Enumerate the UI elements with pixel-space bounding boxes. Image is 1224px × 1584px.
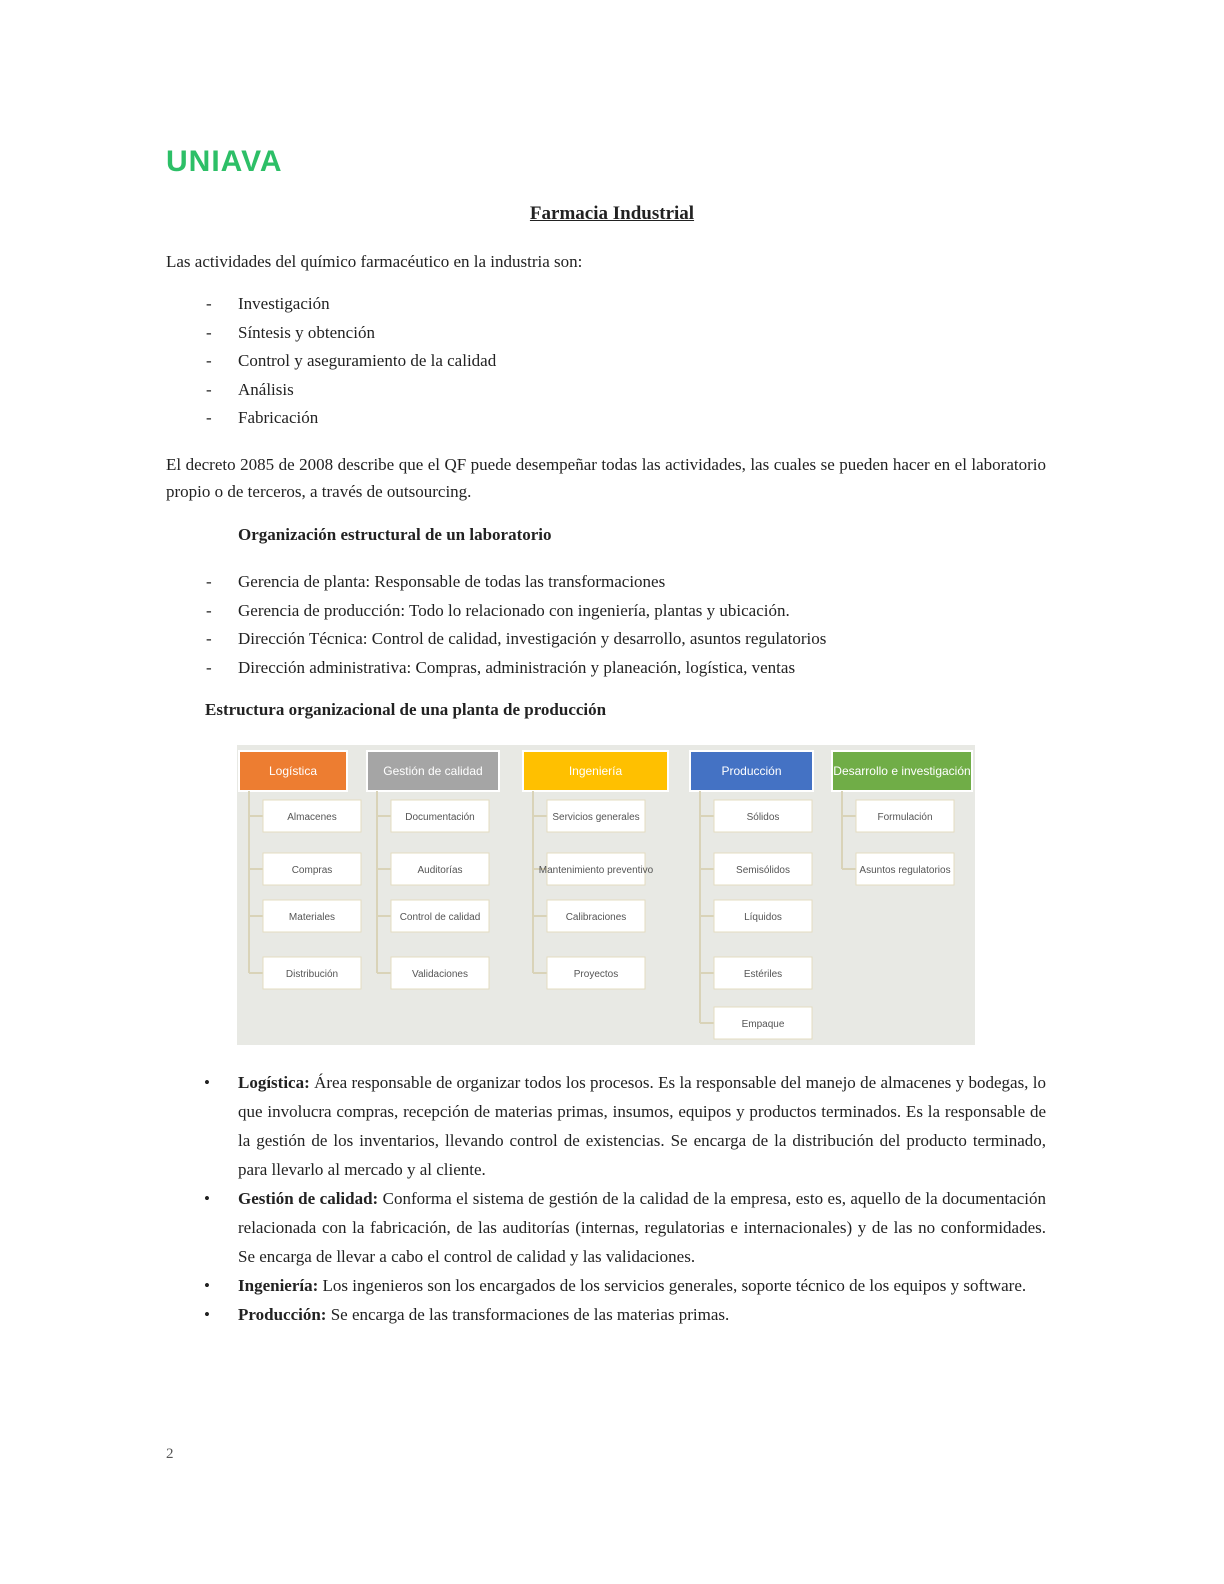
org-item-label: Documentación	[405, 812, 475, 823]
org-item-label: Sólidos	[746, 812, 780, 823]
list-item: - Dirección administrativa: Compras, administración y planeación, logística, ventas	[200, 654, 826, 683]
org-chart-heading: Estructura organizacional de una planta de producción	[205, 700, 607, 719]
org-item-label: Compras	[291, 865, 333, 876]
org-item-label: Formulación	[877, 812, 933, 823]
bullet-text: Se encarga de las transformaciones de las materias primas.	[326, 1305, 730, 1324]
org-item-label: Mantenimiento preventivo	[538, 865, 654, 876]
list-item: - Gerencia de planta: Responsable de todas las transformaciones	[200, 568, 826, 597]
list-item: - Fabricación	[200, 404, 496, 433]
page-title: Farmacia Industrial	[529, 203, 695, 224]
decree-paragraph: El decreto 2085 de 2008 describe que el QF puede desempeñar todas las actividades, las cuales se pueden hacer en el laboratorio propio o de terceros, a través de outsourcing.	[166, 455, 1046, 501]
bullet-text: Área responsable de organizar todos los procesos. Es la responsable del manejo de almacenes y bodegas, lo que involucra compras, recepción de materias primas, insumos, equipos y productos terminados. Es la responsable de la gestión de los inventarios, llevando control de existencias. Se encarga de la distribución del producto terminado, para llevarlo al mercado y al cliente.	[238, 1073, 1046, 1179]
brand-logo: UNIAVA	[166, 145, 283, 178]
org-item-label: Líquidos	[744, 912, 782, 923]
org-item-label: Materiales	[288, 912, 336, 923]
org-item-label: Control de calidad	[399, 912, 481, 923]
list-item: - Dirección Técnica: Control de calidad, investigación y desarrollo, asuntos regulatorios	[200, 625, 826, 654]
org-item-label: Estériles	[743, 969, 783, 980]
org-item-label: Semisólidos	[736, 865, 790, 876]
org-item-label: Servicios generales	[552, 812, 640, 823]
list-item	[200, 1184, 1046, 1271]
org-item-label: Auditorías	[417, 865, 463, 876]
structure-list	[200, 568, 826, 682]
intro-paragraph: Las actividades del químico farmacéutico en la industria son:	[166, 252, 583, 271]
list-item	[200, 1271, 1046, 1300]
list-item	[200, 1300, 1046, 1329]
org-item-label: Validaciones	[412, 969, 468, 980]
list-item	[200, 1068, 1046, 1184]
bullet-term: Producción:	[238, 1305, 327, 1324]
list-item: - Control y aseguramiento de la calidad	[200, 347, 496, 376]
org-chart-diagram	[237, 745, 975, 1045]
bullet-term: Ingeniería:	[238, 1276, 319, 1295]
org-column-header-label: Desarrollo e investigación	[833, 764, 971, 778]
org-item-label: Calibraciones	[565, 912, 627, 923]
areas-bullet-list	[200, 1068, 1046, 1329]
org-item-label: Asuntos regulatorios	[859, 865, 951, 876]
bullet-term: Logística:	[238, 1073, 310, 1092]
activities-list	[200, 290, 496, 433]
bullet-term: Gestión de calidad:	[238, 1189, 379, 1208]
org-item-label: Distribución	[285, 969, 339, 980]
org-column-header-label: Producción	[721, 764, 782, 778]
org-item-label: Empaque	[741, 1019, 785, 1030]
org-column-header-label: Gestión de calidad	[383, 764, 483, 778]
page-number: 2	[166, 1446, 174, 1462]
org-column-header-label: Ingeniería	[568, 764, 623, 778]
list-item: - Gerencia de producción: Todo lo relacionado con ingeniería, plantas y ubicación.	[200, 597, 826, 626]
list-item: - Investigación	[200, 290, 496, 319]
org-column-header-label: Logística	[268, 764, 318, 778]
org-item-label: Almacenes	[287, 812, 337, 823]
structure-heading: Organización estructural de un laboratorio	[238, 525, 552, 544]
org-item-label: Proyectos	[573, 969, 619, 980]
bullet-text: Conforma el sistema de gestión de la calidad de la empresa, esto es, aquello de la documentación relacionada con la fabricación, de las auditorías (internas, regulatorias e internacionales) y de las no conformidades. Se encarga de llevar a cabo el control de calidad y las validaciones.	[238, 1189, 1046, 1266]
list-item: - Síntesis y obtención	[200, 319, 496, 348]
bullet-text: Los ingenieros son los encargados de los servicios generales, soporte técnico de los equipos y software.	[318, 1276, 1027, 1295]
list-item: - Análisis	[200, 376, 496, 405]
